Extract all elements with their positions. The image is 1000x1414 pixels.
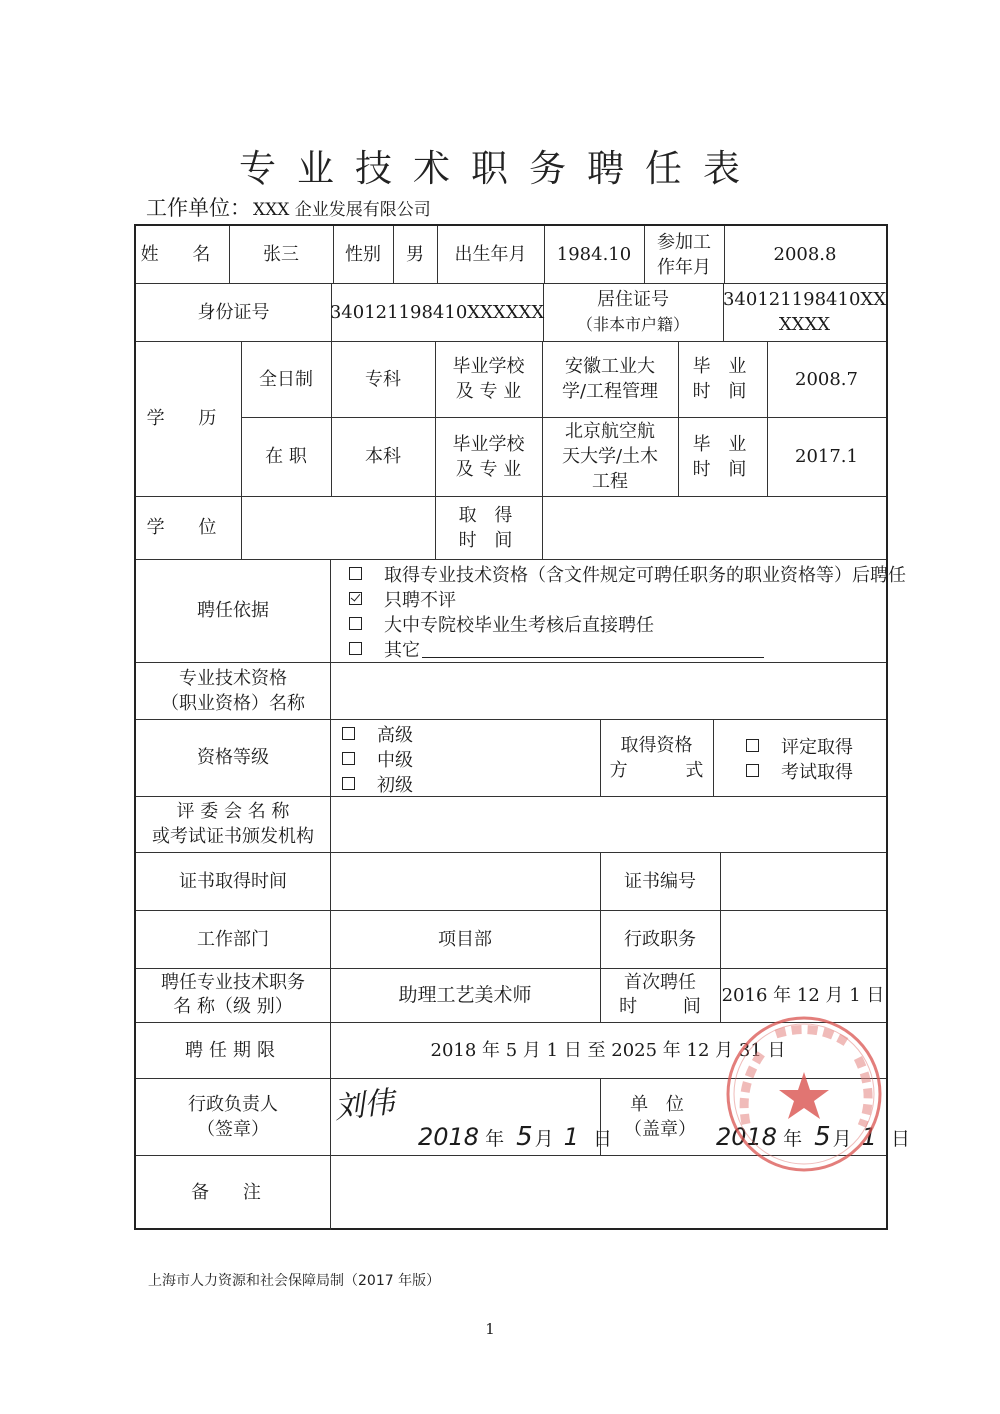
checkbox-icon[interactable] — [342, 752, 355, 765]
basis-option-qualified[interactable]: 取得专业技术资格（含文件规定可聘任职务的职业资格等）后聘任 — [349, 561, 885, 586]
full-time-school-value: 安徽工业大 学/工程管理 — [561, 356, 659, 402]
degree-obtain-label: 取 得 时 间 — [458, 504, 519, 551]
full-time-grad-value: 2008.7 — [795, 368, 858, 390]
term-value: 2018 年 5 月 1 日 至 2025 年 12 月 31 日 — [430, 1039, 786, 1061]
basis-options — [349, 561, 906, 661]
name-label: 姓 名 — [140, 244, 225, 265]
method-option-evaluated[interactable]: 评定取得 — [746, 733, 853, 758]
title-label: 聘任专业技术职务 名 称（级 别） — [161, 972, 305, 1017]
full-time-grad-label: 毕 业 时 间 — [692, 356, 753, 402]
title-value: 助理工艺美术师 — [398, 983, 532, 1006]
method-options — [746, 733, 853, 783]
admin-signature: 刘伟 — [332, 1084, 397, 1127]
id-value: 340121198410XXXXXX — [329, 301, 545, 323]
checkbox-icon[interactable] — [746, 739, 759, 752]
part-time-grad-value: 2017.1 — [795, 446, 858, 467]
checkbox-icon[interactable] — [342, 727, 355, 740]
level-option-senior[interactable]: 高级 — [342, 721, 413, 746]
other-blank-line[interactable] — [422, 639, 764, 658]
work-unit-value: XXX 企业发展有限公司 — [253, 200, 431, 220]
unit-seal-date: 2018 年 5 月 1 日 — [716, 1122, 910, 1152]
part-time-grad-label: 毕 业 时 间 — [692, 433, 753, 480]
cert-time-label: 证书取得时间 — [179, 870, 287, 892]
gender-value: 男 — [406, 244, 424, 265]
birth-label: 出生年月 — [454, 244, 527, 265]
unit-seal-label: 单 位 （盖章） — [624, 1093, 696, 1140]
footer-issuer: 上海市人力资源和社会保障局制（2017 年版） — [148, 1273, 441, 1289]
admin-sign-date: 2018 年 5 月 1 日 — [418, 1122, 612, 1152]
work-unit-label: 工作单位： — [146, 196, 251, 220]
checkbox-icon[interactable] — [349, 567, 362, 580]
residence-label: 居住证号 （非本市户籍） — [576, 289, 689, 334]
first-appoint-label: 首次聘任 时 间 — [619, 972, 721, 1017]
checkbox-icon[interactable] — [342, 777, 355, 790]
basis-option-other[interactable]: 其它 — [349, 636, 885, 661]
work-unit-line — [146, 192, 431, 222]
checkbox-icon[interactable] — [746, 764, 759, 777]
committee-label: 评 委 会 名 称 或考试证书颁发机构 — [152, 801, 314, 847]
admin-sign-label: 行政负责人 （签章） — [188, 1093, 278, 1140]
level-option-intermediate[interactable]: 中级 — [342, 746, 413, 771]
gender-label: 性别 — [345, 244, 381, 265]
basis-label: 聘任依据 — [197, 600, 269, 621]
work-start-label: 参加工 作年月 — [657, 231, 711, 278]
degree-label: 学 位 — [146, 517, 231, 538]
basis-option-graduate[interactable]: 大中专院校毕业生考核后直接聘任 — [349, 611, 885, 636]
residence-value: 340121198410XX XXXX — [722, 289, 887, 335]
basis-option-appoint-only[interactable]: 只聘不评 — [349, 586, 885, 611]
checkbox-checked-icon[interactable] — [349, 592, 362, 605]
method-option-exam[interactable]: 考试取得 — [746, 758, 853, 783]
remarks-label: 备 注 — [191, 1182, 275, 1203]
level-option-junior[interactable]: 初级 — [342, 771, 413, 796]
first-appoint-date: 2016 年 12 月 1 日 — [721, 984, 885, 1006]
part-time-school-value: 北京航空航 天大学/土木 工程 — [561, 421, 659, 492]
page-number: 1 — [485, 1320, 495, 1338]
level-label: 资格等级 — [197, 747, 269, 768]
form-title: 专业技术职务聘任表 — [239, 147, 761, 190]
full-time-level: 专科 — [365, 368, 401, 390]
cert-no-label: 证书编号 — [624, 870, 696, 892]
birth-value: 1984.10 — [556, 244, 632, 265]
full-time-label: 全日制 — [259, 368, 313, 390]
part-time-level: 本科 — [365, 446, 401, 467]
work-start-value: 2008.8 — [773, 244, 837, 265]
part-time-school-label: 毕业学校 及 专 业 — [452, 433, 525, 480]
checkbox-icon[interactable] — [349, 617, 362, 630]
full-time-school-label: 毕业学校 及 专 业 — [452, 356, 525, 402]
qualification-name-label: 专业技术资格 （职业资格）名称 — [161, 667, 305, 714]
company-seal-icon — [724, 1014, 884, 1174]
name-value: 张三 — [263, 244, 299, 265]
dept-label: 工作部门 — [197, 928, 269, 950]
dept-value: 项目部 — [438, 928, 492, 950]
part-time-label: 在 职 — [265, 446, 307, 467]
checkbox-icon[interactable] — [349, 642, 362, 655]
id-label: 身份证号 — [197, 301, 270, 323]
admin-post-label: 行政职务 — [624, 928, 696, 950]
education-label: 学 历 — [146, 408, 231, 429]
level-options — [342, 721, 413, 796]
term-label: 聘任期限 — [185, 1039, 281, 1061]
method-label: 取得资格 方 式 — [609, 734, 730, 781]
